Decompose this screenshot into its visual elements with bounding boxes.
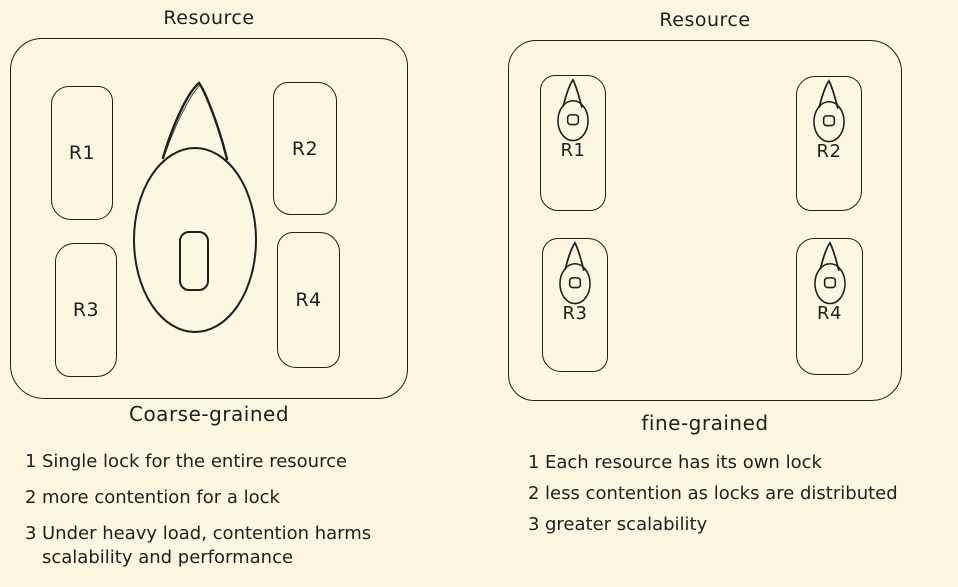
- resource-label: R4: [817, 303, 842, 324]
- note-text: more contention for a lock: [42, 487, 280, 508]
- fine-notes-list: [528, 451, 952, 544]
- coarse-caption: Coarse-grained: [128, 402, 290, 426]
- lock-icon: [131, 78, 261, 336]
- note-text: less contention as locks are distributed: [545, 483, 898, 504]
- fine-caption: fine-grained: [641, 411, 769, 435]
- note-text: Under heavy load, contention harms scalability and performance: [42, 523, 372, 568]
- coarse-resource-cell-r3: [55, 243, 117, 377]
- note-number: 2: [25, 487, 37, 508]
- resource-label: R2: [816, 141, 842, 162]
- note-item: [528, 513, 952, 537]
- note-text: greater scalability: [545, 514, 708, 535]
- note-number: 3: [25, 523, 37, 544]
- lock-icon: [557, 240, 593, 306]
- note-item: [25, 522, 397, 570]
- resource-label: R4: [295, 289, 322, 311]
- note-item: [25, 486, 397, 510]
- resource-label: R1: [560, 140, 586, 161]
- resource-label: R3: [562, 303, 588, 324]
- note-number: 3: [528, 514, 540, 535]
- note-text: Single lock for the entire resource: [42, 451, 348, 472]
- note-text: Each resource has its own lock: [545, 452, 822, 473]
- lock-icon: [812, 240, 848, 306]
- note-number: 1: [528, 452, 540, 473]
- resource-label: R2: [291, 137, 319, 160]
- fine-resource-cell-r1: [540, 75, 606, 211]
- coarse-notes-list: [25, 450, 397, 582]
- note-item: [25, 450, 397, 474]
- coarse-resource-cell-r2: [273, 82, 337, 215]
- note-item: [528, 482, 952, 506]
- note-number: 1: [25, 451, 37, 472]
- coarse-panel-title: Resource: [163, 7, 255, 29]
- fine-resource-cell-r2: [796, 76, 862, 211]
- fine-resource-cell-r3: [542, 238, 608, 372]
- coarse-resource-cell-r1: [51, 86, 113, 220]
- resource-label: R1: [68, 142, 96, 164]
- note-item: [528, 451, 952, 475]
- fine-panel-title: Resource: [659, 9, 751, 31]
- fine-resource-cell-r4: [796, 238, 863, 375]
- lock-icon: [555, 77, 591, 143]
- coarse-resource-cell-r4: [277, 232, 340, 368]
- note-number: 2: [528, 483, 540, 504]
- lock-icon: [811, 78, 847, 144]
- resource-label: R3: [72, 299, 100, 321]
